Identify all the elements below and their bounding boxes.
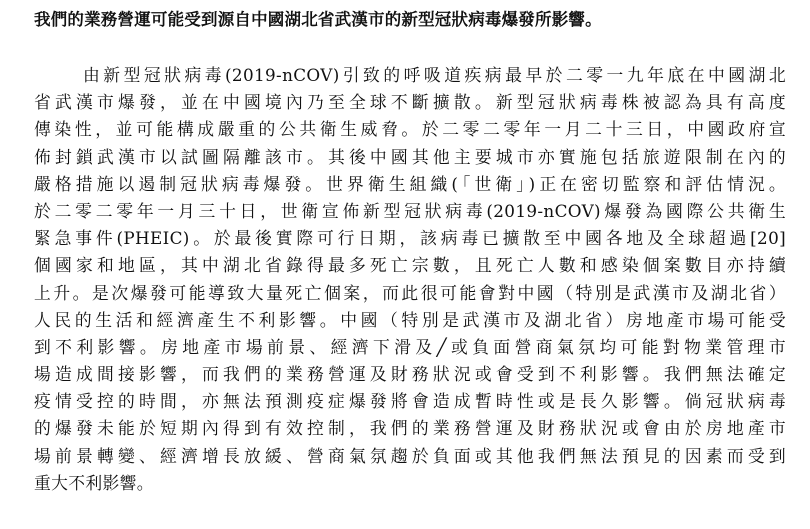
paragraph-line: 傳染性，並可能構成嚴重的公共衛生威脅。於二零二零年一月二十三日，中國政府宣 (34, 119, 786, 140)
paragraph-line: 人民的生活和經濟產生不利影響。中國（特別是武漢市及湖北省）房地產市場可能受 (34, 309, 786, 330)
paragraph-line: 緊急事件(PHEIC)。於最後實際可行日期，該病毒已擴散至中國各地及全球超過[20] (34, 228, 786, 249)
section-heading: 我們的業務營運可能受到源自中國湖北省武漢市的新型冠狀病毒爆發所影響。 (34, 10, 602, 29)
paragraph-line: 的爆發未能於短期內得到有效控制，我們的業務營運及財務狀況或會由於房地產市 (34, 418, 786, 439)
paragraph-line: 場造成間接影響，而我們的業務營運及財務狀況或會受到不利影響。我們無法確定 (34, 364, 786, 385)
paragraph-line: 上升。是次爆發可能導致大量死亡個案，而此很可能會對中國（特別是武漢市及湖北省） (34, 282, 786, 303)
paragraph-line: 到不利影響。房地產市場前景、經濟下滑及╱或負面營商氣氛均可能對物業管理市 (34, 336, 786, 357)
body-paragraph (34, 62, 786, 497)
paragraph-line: 嚴格措施以遏制冠狀病毒爆發。世界衛生組織(「世衛」)正在密切監察和評估情況。 (34, 173, 786, 194)
paragraph-line: 重大不利影響。 (34, 472, 154, 493)
paragraph-line: 佈封鎖武漢市以試圖隔離該市。其後中國其他主要城市亦實施包括旅遊限制在內的 (34, 146, 786, 167)
paragraph-line: 疫情受控的時間，亦無法預測疫症爆發將會造成暫時性或是長久影響。倘冠狀病毒 (34, 391, 786, 412)
paragraph-line: 於二零二零年一月三十日，世衛宣佈新型冠狀病毒(2019-nCOV)爆發為國際公共衛生 (34, 200, 786, 221)
paragraph-line: 個國家和地區，其中湖北省錄得最多死亡宗數，且死亡人數和感染個案數目亦持續 (34, 255, 786, 276)
paragraph-line: 場前景轉變、經濟增長放緩、營商氣氛趨於負面或其他我們無法預見的因素而受到 (34, 445, 786, 466)
paragraph-line: 省武漢市爆發，並在中國境內乃至全球不斷擴散。新型冠狀病毒株被認為具有高度 (34, 92, 786, 113)
paragraph-line: 由新型冠狀病毒(2019-nCOV)引致的呼吸道疾病最早於二零一九年底在中國湖北 (83, 65, 786, 85)
